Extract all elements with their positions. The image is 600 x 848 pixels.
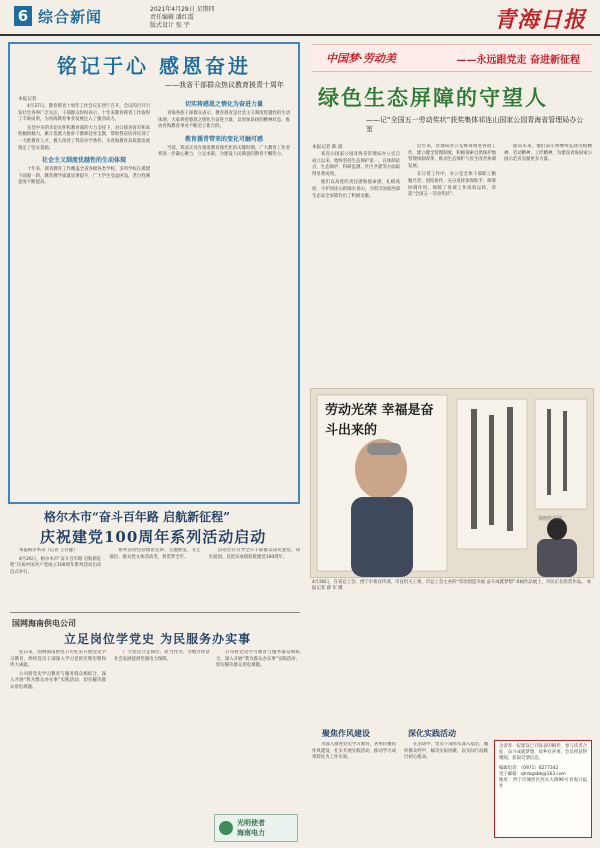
story4-heading-2: 深化实践活动 [408, 729, 456, 738]
story1-subhead: 切实将感恩之情化为奋进力量 [184, 101, 263, 108]
contact-text: 舍者青一报建设已刊发表的稿件，参与读者合征，奋斗成就梦想，故乡有喜事，会员将获得赠阅，获取反馈信息。 [499, 744, 587, 762]
story1-subtitle: ——我省干部群众热议教育援青十周年 [165, 81, 284, 89]
story1-paragraph: 青海各族干部群众表示，教育援青是社会主义制度优越性的生动体现，大家将把感恩之情化为奋进力量，以更加昂扬的精神状态，推动青海教育事业不断迈上新台阶。 [158, 111, 290, 130]
logo-mark-icon [219, 821, 233, 835]
story3-col2 [114, 650, 210, 840]
story3-paragraph: 连日来，国网海南供电公司扎实开展党史学习教育，组织党员干部深入学习党的光辉历程和伟大成就。 [10, 650, 106, 669]
editor-credit: 责任编辑 潘红霞 [150, 14, 194, 21]
photo-calligraphy-text: 劳动光荣 幸福是奋斗出来的 [325, 403, 434, 438]
logo-line2: 海南电力 [237, 828, 265, 837]
logo-text [237, 818, 265, 838]
story2-paragraph: 本报格尔木讯（记者 王存健） [19, 548, 78, 553]
contact-phone: 编辑电话：（0971）6277342 [499, 765, 559, 771]
feature2-col1 [312, 144, 400, 382]
feature2-title: 绿色生态屏障的守望人 [318, 85, 548, 110]
page-number: 6 [14, 6, 32, 26]
story4-paragraph: 为深入推进党史学习教育，各单位聚焦作风建设，扎实开展实践活动，推动学习成果转化为工作实效。 [312, 742, 396, 761]
feature2-subtitle: ——记“全国五一劳动奖状”获奖集体祁连山国家公园青海省管理局办公室 [366, 116, 584, 133]
newspaper-logo: 青海日报 [493, 7, 586, 33]
dateline [150, 6, 215, 30]
contact-box [494, 740, 592, 838]
story2-col2 [109, 548, 200, 608]
feature2-paragraph: 在日常工作中，办公室全体干部职工勤勉尽责、团结协作，充分发挥参谋助手、统筹协调作用，保障了各项工作高效运转，荣获“全国五一劳动奖状”。 [408, 172, 496, 198]
story2-col1 [10, 548, 101, 608]
story1-col1 [18, 96, 150, 498]
story2-paragraph: 4月26日，格尔木市“奋斗百年路 启航新征程”庆祝中国共产党成立100周年系列活动启动仪式举行。 [10, 556, 102, 575]
story3-paragraph: 公司将党史学习教育与服务群众相结合，深入开展“我为群众办实事”实践活动，切实解决群众用电难题。 [216, 650, 300, 669]
story1-author: 本报记者 [18, 97, 37, 102]
story3-col1 [10, 650, 106, 840]
story3-extra [216, 650, 300, 810]
story4-col1 [312, 742, 396, 840]
story4-heading-1: 聚焦作风建设 [322, 729, 370, 738]
feature2-author: 本报记者 陈 晨 [312, 145, 343, 150]
feature2-body [312, 144, 592, 382]
feature2-paragraph: 面向未来，他们表示将继续弘扬劳模精神、劳动精神、工匠精神，为建设青海国家公园示范省贡献更多力量。 [504, 144, 592, 163]
feature2-kicker-left: 中国梦·劳动美 [326, 52, 396, 65]
story2-body [10, 548, 300, 608]
story1-col2 [158, 96, 290, 498]
photo-note: 书画作品展 [537, 516, 563, 522]
story3-kicker: 国网海南供电公司 [12, 619, 76, 628]
calligraphy-exhibition-photo [310, 388, 594, 578]
photo-caption: 4月28日，在省总工会、西宁市委宣传部、市直机关工委、市总工会主办的“劳动创造幸福 奋斗成就梦想”书画作品展上，市民正在欣赏作品。 本报记者 薛 军 摄 [312, 580, 592, 592]
story-divider [10, 612, 300, 613]
story3-title: 立足岗位学党史 为民服务办实事 [64, 632, 252, 646]
story1-paragraph: 在党中央的亲切关怀和教育部的大力支持下，对口援青省市和高校倾情倾力，累计选派大批骨干教师赴青支教，帮助我省培养培训了一大批教育人才，极大改善了我省办学条件，为青海教育高质量发展奠定了坚实基础。 [18, 125, 150, 151]
feature2-paragraph: 他们以高度的责任感和使命感，扎根高原，守护祁连山的绿水青山，为筑牢国家西部生态安全屏障作出了积极贡献。 [312, 180, 400, 199]
feature2-col3 [504, 144, 592, 382]
story2-paragraph: 活动旨在引导全市干部群众知史爱党、知史爱国，以优异成绩迎接建党100周年。 [208, 548, 300, 560]
masthead [0, 0, 600, 36]
issue-date: 2021年4月29日 星期四 [150, 6, 215, 13]
feature2-paragraph: 近年来，管理局办公室统筹推进各项工作，建立健全管理制度，积极探索自然保护地管理体制改革，推动生态保护与民生改善协调发展。 [408, 144, 496, 169]
story1-paragraph: 十年来，援青教育工作覆盖全省各级各类学校，多所学校在援建下面貌一新，教育教学质量显著提升，广大学生受益匪浅，老百姓满意度不断提高。 [18, 167, 150, 186]
story4-col2 [404, 742, 488, 840]
company-logo [214, 814, 298, 842]
story1-paragraph: 4月27日，教育援青十周年工作会议在西宁召开。会议的召开引发社会各界广泛关注，干部群众纷纷表示，十年来教育援青工作取得了丰硕成果，为青海教育事业发展注入了强劲动力。 [18, 104, 150, 123]
contact-email: 电子邮箱：qhrbgdbb@163.com [499, 771, 566, 777]
feature2-col2 [408, 144, 496, 382]
story4-paragraph: 在活动中，党员干部带头深入基层，倾听群众呼声，解决实际困难，以实际行动践行初心使命。 [404, 742, 488, 761]
story3-paragraph: 广大党员立足岗位、担当作为，为地方经济社会发展提供坚强电力保障。 [114, 650, 210, 662]
story1-subhead: 社会主义制度优越性的生动体现 [41, 157, 126, 165]
story2-col3 [209, 548, 300, 608]
story1-box [8, 42, 300, 504]
feature2-kicker-band [312, 44, 592, 72]
story3-col3 [216, 650, 300, 810]
story2-kicker: 格尔木市“奋斗百年路 启航新征程” [44, 510, 230, 524]
story1-subhead: 教育援青带来的变化可触可感 [184, 135, 263, 143]
story1-body [18, 96, 290, 498]
story2-paragraph: 系列活动包括理论宣讲、主题展览、文艺演出、群众性文体活动等，将贯穿全年。 [109, 548, 201, 560]
contact-address: 地址：西宁市城西区西关大街96号青海日报社 [499, 778, 587, 790]
story2-title: 庆祝建党100周年系列活动启动 [40, 528, 267, 546]
story4-body [312, 742, 488, 840]
section-title: 综合新闻 [38, 8, 103, 26]
story3-paragraph: 公司将党史学习教育与服务群众相结合，深入开展“我为群众办实事”实践活动，切实解决群众用电难题。 [10, 671, 106, 690]
feature2-paragraph: 祁连山国家公园青海省管理局办公室自成立以来，始终坚持生态保护第一，在体制试点、生态保护、科研监测、社区共建等方面取得显著成效。 [312, 152, 400, 177]
story3-body [10, 650, 210, 840]
feature2-kicker-right: ——永远跟党走 奋进新征程 [456, 55, 580, 66]
story1-title: 铭记于心 感恩奋进 [57, 54, 251, 78]
designer-credit: 版式设计 张 宇 [150, 22, 190, 29]
story1-paragraph: 当前，我省正处在推进教育现代化的关键时期，广大教育工作者将进一步凝心聚力，立足本职，为建设人民满意的教育不懈努力。 [158, 145, 290, 158]
logo-line1: 光明使者 [237, 818, 265, 827]
